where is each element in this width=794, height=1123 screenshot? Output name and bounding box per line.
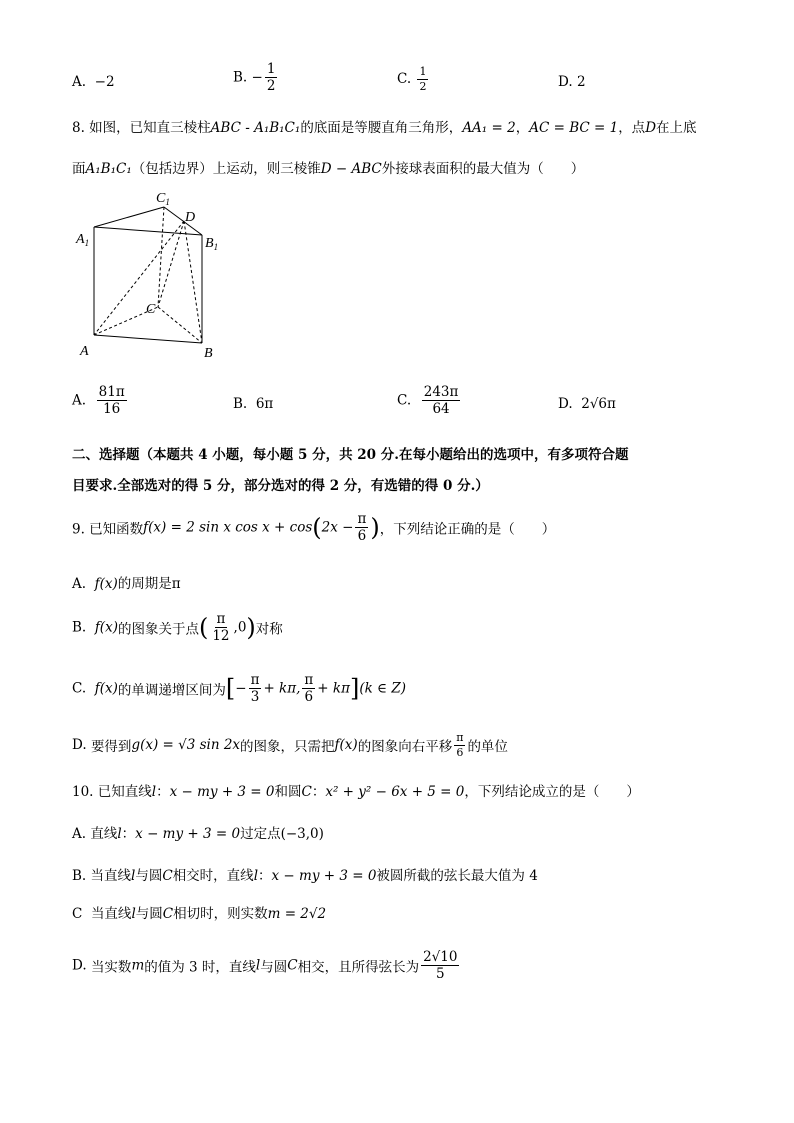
q7-option-a: A. −2 bbox=[72, 74, 115, 90]
q8-stem-line2: 面A₁B₁C₁（包括边界）上运动，则三棱锥D − ABC外接球表面积的最大值为（ ） bbox=[72, 161, 585, 177]
label-d: D bbox=[185, 210, 196, 225]
label-c: C bbox=[146, 302, 156, 317]
q10-option-b: B. 当直线l与圆C相交时，直线l：x − my + 3 = 0被圆所截的弦长最大值为 4 bbox=[72, 868, 538, 884]
edge-dc bbox=[158, 221, 184, 307]
q7-option-d: D. 2 bbox=[558, 74, 586, 90]
q9-option-a: A. f(x)的周期是π bbox=[72, 576, 181, 592]
edge-a1c1 bbox=[94, 207, 164, 227]
label-c1: $C_1$ bbox=[156, 191, 170, 207]
q10-stem: 10. 已知直线l：x − my + 3 = 0和圆C：x² + y² − 6x + 5 = 0，下列结论成立的是（ ） bbox=[72, 784, 640, 800]
q10-option-a: A. 直线l：x − my + 3 = 0过定点(−3,0) bbox=[72, 826, 324, 842]
label-a: A bbox=[80, 344, 89, 359]
q8-option-d: D. 2√6π bbox=[558, 396, 616, 412]
edge-c1b1 bbox=[164, 207, 202, 235]
label-b1: $B_1$ bbox=[205, 236, 219, 252]
edge-cb bbox=[158, 307, 202, 343]
q8-option-a: A. $\frac{81\pi}{16}$ bbox=[72, 384, 125, 418]
q8-stem-line1: 8. 如图，已知直三棱柱ABC - A₁B₁C₁的底面是等腰直角三角形，AA₁ = 2，AC = BC = 1，点D在上底 bbox=[72, 120, 697, 136]
section2-header-line2: 目要求.全部选对的得 5 分，部分选对的得 2 分，有选错的得 0 分.） bbox=[72, 478, 489, 494]
edge-ab bbox=[94, 335, 202, 343]
q9-option-d: D. 要得到g(x) = √3 sin 2x的图象，只需把f(x)的图象向右平移 $\frac{\pi}{6}$ 的单位 bbox=[72, 731, 508, 759]
prism-figure bbox=[74, 185, 224, 365]
q7-option-b: B. − $\frac{1}{2}$ bbox=[233, 61, 276, 95]
q8-option-c: C. $\frac{243\pi}{64}$ bbox=[397, 384, 459, 418]
section2-header-line1: 二、选择题（本题共 4 小题，每小题 5 分，共 20 分.在每小题给出的选项中，有多项符合题 bbox=[72, 447, 629, 463]
q7-option-c: C. $\frac{1}{2}$ bbox=[397, 65, 427, 93]
edge-db bbox=[184, 221, 202, 343]
q10-option-c: C 当直线l与圆C相切时，则实数m = 2√2 bbox=[72, 906, 327, 922]
label-a1: $A_1$ bbox=[76, 232, 90, 248]
q10-option-d: D. 当实数m的值为 3 时，直线l与圆C相交，且所得弦长为 $\frac{2√10}{5}$ bbox=[72, 949, 458, 983]
label-b: B bbox=[204, 346, 213, 361]
q9-stem: 9. 已知函数f(x) = 2 sin x cos x + cos(2x − $\frac{\pi}{6}$ )，下列结论正确的是（ ） bbox=[72, 511, 556, 545]
edge-da bbox=[94, 221, 184, 335]
q9-option-c: C. f(x)的单调递增区间为[− $\frac{\pi}{3}$ + kπ, $\frac{\pi}{6}$ + kπ](k ∈ Z) bbox=[72, 672, 406, 706]
q8-option-b: B. 6π bbox=[233, 396, 274, 412]
q9-option-b: B. f(x)的图象关于点( $\frac{\pi}{12}$ ,0)对称 bbox=[72, 611, 283, 645]
edge-c1c bbox=[158, 207, 164, 307]
